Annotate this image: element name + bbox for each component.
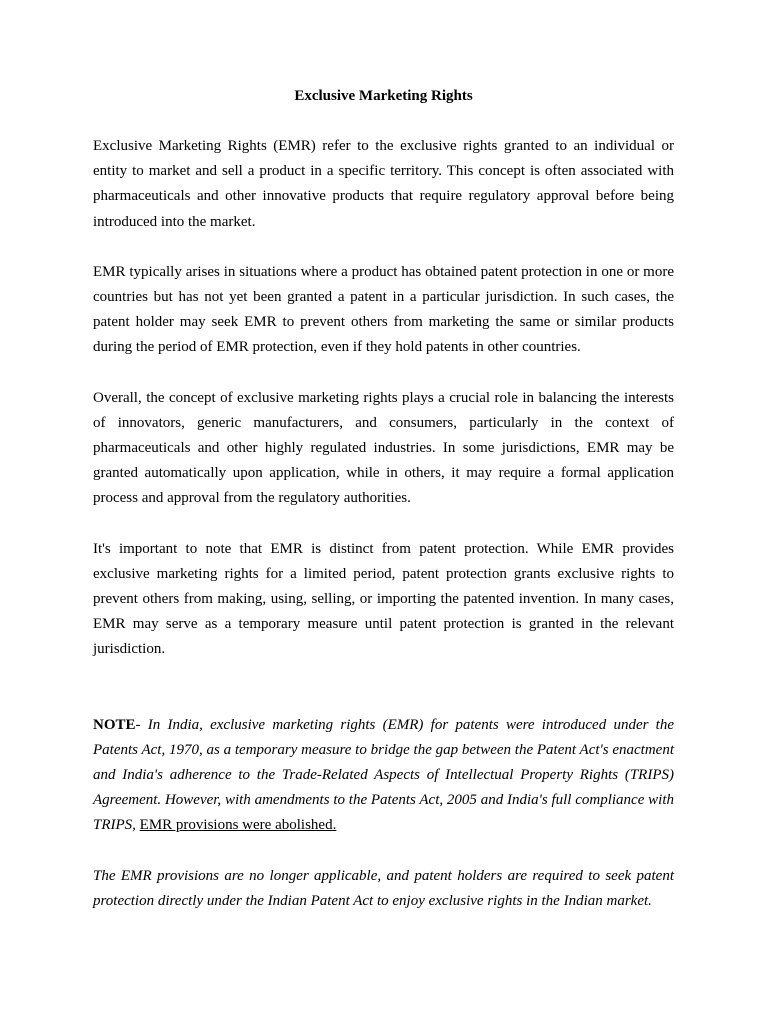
note-underlined-text: EMR provisions were abolished.	[139, 817, 337, 834]
document-page	[93, 84, 674, 939]
note-label: NOTE	[93, 716, 136, 733]
paragraph-distinct: It's important to note that EMR is distinct from patent protection. While EMR provides exclusive marketing rights for a limited period, patent protection grants exclusive rights to prevent others from making, using, selling, or importing the patented invention. In many cases, EMR may serve as a temporary measure until patent protection is granted in the relevant jurisdiction.	[93, 540, 674, 658]
note-text: In India, exclusive marketing rights (EMR) for patents were introduced under the Patents Act, 1970, as a temporary measure to bridge the gap between the Patent Act's enactment and India's adherence to the Trade-Related Aspects of Intellectual Property Rights (TRIPS) Agreement. However, with amendments to the Patents Act, 2005 and India's full compliance with TRIPS,	[93, 716, 674, 834]
paragraph-emr-arises: EMR typically arises in situations where a product has obtained patent protection in one or more countries but has not yet been granted a patent in a particular jurisdiction. In such cases, the patent holder may seek EMR to prevent others from marketing the same or similar products during the period of EMR protection, even if they hold patents in other countries.	[93, 263, 674, 356]
note-paragraph	[93, 713, 674, 839]
document-title: Exclusive Marketing Rights	[294, 88, 473, 104]
closing-paragraph: The EMR provisions are no longer applicable, and patent holders are required to seek patent protection directly under the Indian Patent Act to enjoy exclusive rights in the Indian market.	[93, 867, 674, 909]
note-dash: -	[135, 716, 148, 733]
paragraph-definition: Exclusive Marketing Rights (EMR) refer to the exclusive rights granted to an individual or entity to market and sell a product in a specific territory. This concept is often associated with pharmaceuticals and other innovative products that require regulatory approval before being introduced into the market.	[93, 138, 674, 230]
paragraph-overall: Overall, the concept of exclusive marketing rights plays a crucial role in balancing the interests of innovators, generic manufacturers, and consumers, particularly in the context of pharmaceuticals and other highly regulated industries. In some jurisdictions, EMR may be granted automatically upon application, while in others, it may require a formal application process and approval from the regulatory authorities.	[93, 389, 674, 507]
